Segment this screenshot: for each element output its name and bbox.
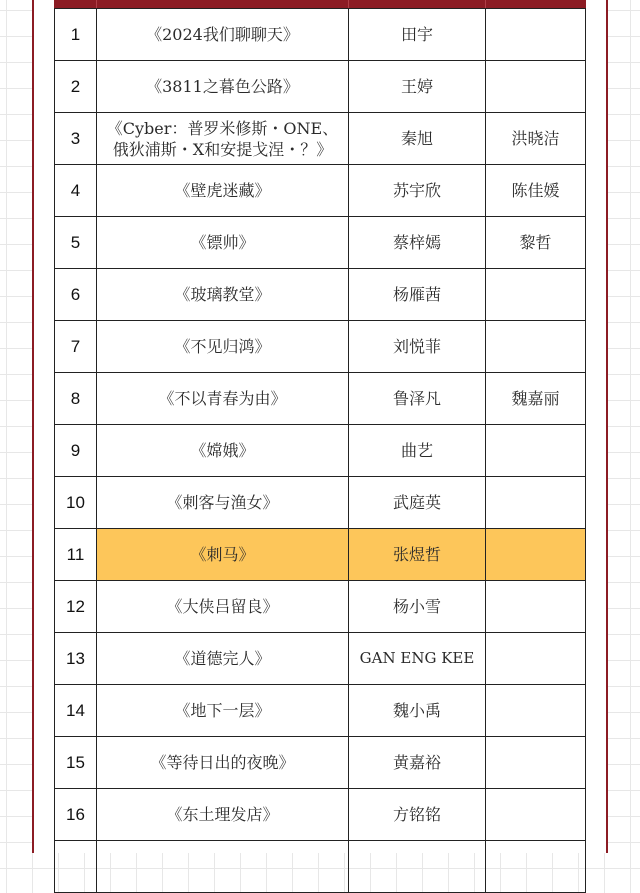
partner-name: 黎哲 — [486, 217, 586, 269]
table-row — [55, 61, 586, 113]
partner-name: 陈佳媛 — [486, 165, 586, 217]
work-title: 《大侠吕留良》 — [97, 581, 349, 633]
partner-name — [486, 477, 586, 529]
table-row — [55, 477, 586, 529]
partner-name — [486, 581, 586, 633]
person-name: 苏宇欣 — [349, 165, 486, 217]
partner-name — [486, 61, 586, 113]
person-name: 鲁泽凡 — [349, 373, 486, 425]
row-number: 1 — [55, 9, 97, 61]
work-title: 《Cyber：普罗米修斯・ONE、俄狄浦斯・X和安提戈涅・？》 — [97, 113, 349, 165]
work-title: 《不见归鸿》 — [97, 321, 349, 373]
work-title: 《2024我们聊聊天》 — [97, 9, 349, 61]
work-title: 《刺马》 — [97, 529, 349, 581]
work-title: 《东土理发店》 — [97, 789, 349, 841]
row-number: 14 — [55, 685, 97, 737]
partner-name — [486, 9, 586, 61]
partner-name — [486, 789, 586, 841]
row-number: 4 — [55, 165, 97, 217]
work-title: 《嫦娥》 — [97, 425, 349, 477]
table-row — [55, 581, 586, 633]
work-title — [97, 841, 349, 893]
work-title: 《地下一层》 — [97, 685, 349, 737]
person-name: 王婷 — [349, 61, 486, 113]
partner-name: 魏嘉丽 — [486, 373, 586, 425]
table-row-highlighted — [55, 529, 586, 581]
person-name: 秦旭 — [349, 113, 486, 165]
row-number: 5 — [55, 217, 97, 269]
row-number: 7 — [55, 321, 97, 373]
partner-name — [486, 685, 586, 737]
table-row — [55, 737, 586, 789]
partner-name — [486, 633, 586, 685]
partner-name — [486, 269, 586, 321]
partner-name — [486, 529, 586, 581]
work-title: 《3811之暮色公路》 — [97, 61, 349, 113]
table-row — [55, 685, 586, 737]
partner-name — [486, 425, 586, 477]
table-row — [55, 113, 586, 165]
table-row-partial — [55, 841, 586, 893]
table-row — [55, 217, 586, 269]
table-row — [55, 269, 586, 321]
row-number: 2 — [55, 61, 97, 113]
table-row — [55, 321, 586, 373]
work-title: 《壁虎迷藏》 — [97, 165, 349, 217]
person-name: 蔡梓嫣 — [349, 217, 486, 269]
row-number: 10 — [55, 477, 97, 529]
partner-name — [486, 737, 586, 789]
person-name: 刘悦菲 — [349, 321, 486, 373]
person-name: 武庭英 — [349, 477, 486, 529]
row-number: 9 — [55, 425, 97, 477]
table-row — [55, 9, 586, 61]
row-number: 12 — [55, 581, 97, 633]
table-row — [55, 425, 586, 477]
table-row — [55, 165, 586, 217]
table-row — [55, 789, 586, 841]
header-divider — [96, 0, 97, 8]
person-name: 曲艺 — [349, 425, 486, 477]
row-number — [55, 841, 97, 893]
partner-name: 洪晓洁 — [486, 113, 586, 165]
table-header-bar — [54, 0, 586, 8]
row-number: 8 — [55, 373, 97, 425]
person-name: 杨雁茜 — [349, 269, 486, 321]
row-number: 13 — [55, 633, 97, 685]
person-name: 张煜哲 — [349, 529, 486, 581]
row-number: 15 — [55, 737, 97, 789]
row-number: 11 — [55, 529, 97, 581]
partner-name — [486, 321, 586, 373]
person-name: 方铭铭 — [349, 789, 486, 841]
person-name: 黄嘉裕 — [349, 737, 486, 789]
work-title: 《等待日出的夜晚》 — [97, 737, 349, 789]
table-row — [55, 633, 586, 685]
person-name — [349, 841, 486, 893]
row-number: 3 — [55, 113, 97, 165]
work-title: 《道德完人》 — [97, 633, 349, 685]
work-title: 《玻璃教堂》 — [97, 269, 349, 321]
row-number: 16 — [55, 789, 97, 841]
header-divider — [348, 0, 349, 8]
header-divider — [485, 0, 486, 8]
person-name: 杨小雪 — [349, 581, 486, 633]
work-title: 《不以青春为由》 — [97, 373, 349, 425]
work-title: 《刺客与渔女》 — [97, 477, 349, 529]
work-title: 《镖帅》 — [97, 217, 349, 269]
program-table — [54, 8, 586, 893]
person-name: 魏小禹 — [349, 685, 486, 737]
person-name: GAN ENG KEE — [349, 633, 486, 685]
row-number: 6 — [55, 269, 97, 321]
table-row — [55, 373, 586, 425]
person-name: 田宇 — [349, 9, 486, 61]
partner-name — [486, 841, 586, 893]
